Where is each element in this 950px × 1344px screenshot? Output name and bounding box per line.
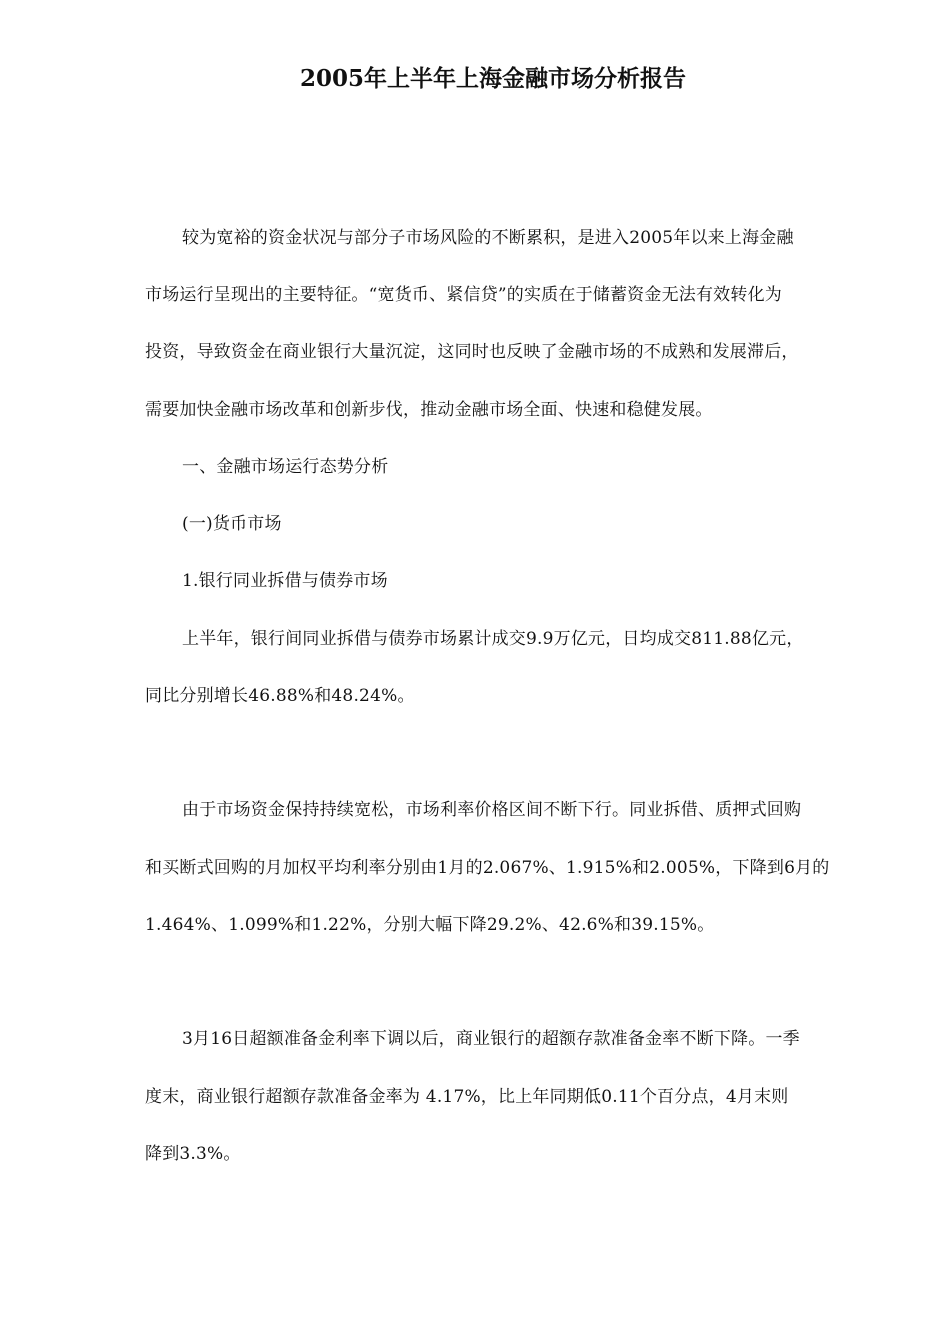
paragraph-reserve-line-3: 降到3.3%。 (145, 1144, 241, 1164)
section-heading-1: 一、金融市场运行态势分析 (182, 457, 389, 477)
paragraph-intro-line-1: 较为宽裕的资金状况与部分子市场风险的不断累积，是进入2005年以来上海金融 (182, 228, 794, 248)
subsection-heading-interbank: 1.银行同业拆借与债券市场 (182, 571, 388, 591)
document-title: 2005年上半年上海金融市场分析报告 (300, 65, 687, 92)
subsection-heading-money-market: (一)货币市场 (182, 514, 282, 534)
paragraph-intro-line-2: 市场运行呈现出的主要特征。“宽货币、紧信贷”的实质在于储蓄资金无法有效转化为 (145, 285, 782, 305)
paragraph-reserve-line-1: 3月16日超额准备金利率下调以后，商业银行的超额存款准备金率不断下降。一季 (182, 1029, 800, 1049)
paragraph-rates-line-3: 1.464%、1.099%和1.22%，分别大幅下降29.2%、42.6%和39.15%。 (145, 915, 715, 935)
paragraph-reserve-line-2: 度末，商业银行超额存款准备金率为 4.17%，比上年同期低0.11个百分点，4月末则 (145, 1087, 789, 1107)
paragraph-volume-line-2: 同比分别增长46.88%和48.24%。 (145, 686, 415, 706)
paragraph-rates-line-2: 和买断式回购的月加权平均利率分别由1月的2.067%、1.915%和2.005%，下降到6月的 (145, 858, 830, 878)
paragraph-volume-line-1: 上半年，银行间同业拆借与债券市场累计成交9.9万亿元，日均成交811.88亿元， (182, 629, 804, 649)
paragraph-rates-line-1: 由于市场资金保持持续宽松，市场利率价格区间不断下行。同业拆借、质押式回购 (182, 800, 802, 820)
paragraph-intro-line-3: 投资，导致资金在商业银行大量沉淀，这同时也反映了金融市场的不成熟和发展滞后， (145, 342, 799, 362)
paragraph-intro-line-4: 需要加快金融市场改革和创新步伐，推动金融市场全面、快速和稳健发展。 (145, 400, 713, 420)
